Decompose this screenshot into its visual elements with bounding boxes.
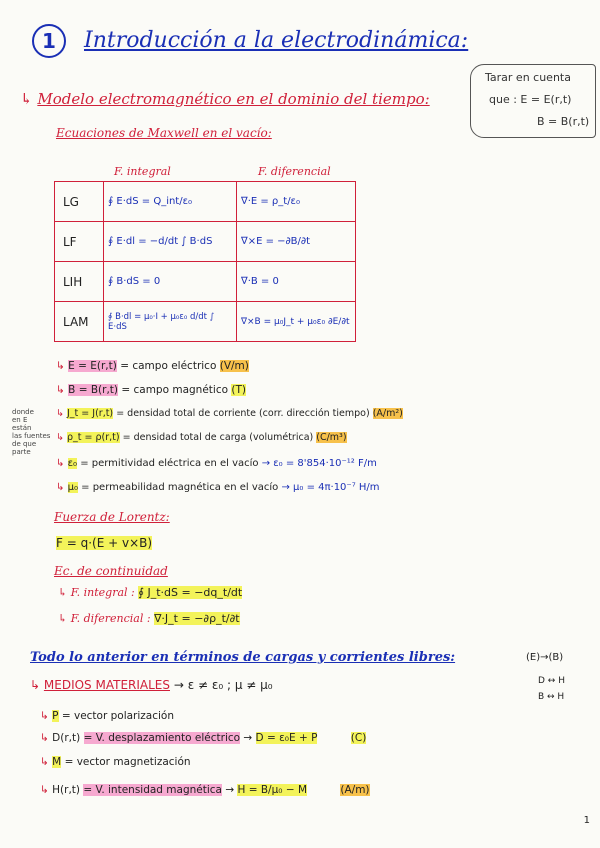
table-row <box>55 302 356 342</box>
law-name: LAM <box>55 302 104 342</box>
continuity-integral <box>58 586 242 599</box>
arrow-icon: ↳ <box>40 784 49 796</box>
definition-symbol: E = E(r,t) <box>68 360 117 372</box>
media-item <box>40 710 174 722</box>
side-note-line: donde <box>12 408 34 416</box>
maxwell-heading: Ecuaciones de Maxwell en el vacío: <box>56 126 272 140</box>
media-symbol: M <box>52 756 62 768</box>
note-box <box>470 64 596 138</box>
media-text: = vector magnetización <box>64 756 191 768</box>
definition-text: = densidad total de carga (volumétrica) <box>122 432 314 443</box>
integral-form: ∮ B·dl = μ₀·I + μ₀ε₀ d/dt ∫ E·dS <box>104 302 237 342</box>
side-note <box>12 408 50 456</box>
integral-form: ∮ E·dS = Q_int/ε₀ <box>104 182 237 222</box>
law-name: LG <box>55 182 104 222</box>
section-number-badge: 1 <box>32 24 66 58</box>
media-text: = V. desplazamiento eléctrico <box>83 732 241 744</box>
media-formula: D = ε₀E + P <box>255 732 318 744</box>
definition-text: = permeabilidad magnética en el vacío <box>81 482 279 493</box>
arrow-icon: ↳ <box>56 408 64 419</box>
table-row <box>55 222 356 262</box>
differential-form: ∇×B = μ₀J_t + μ₀ε₀ ∂E/∂t <box>237 302 356 342</box>
definition-symbol: J_t = J(r,t) <box>67 408 114 419</box>
continuity-heading: Ec. de continuidad <box>54 564 168 578</box>
arrow-icon: ↳ <box>40 710 49 722</box>
side-note-line: las fuentes <box>12 432 51 440</box>
definition-symbol: B = B(r,t) <box>68 384 119 396</box>
media-unit: (A/m) <box>340 784 370 796</box>
maxwell-table <box>54 181 356 342</box>
lorentz-heading: Fuerza de Lorentz: <box>54 510 170 524</box>
definition-item <box>56 432 347 443</box>
definition-unit: (A/m²) <box>372 408 403 419</box>
definition-unit: (V/m) <box>219 360 249 372</box>
integral-form: ∮ E·dl = −d/dt ∫ B·dS <box>104 222 237 262</box>
note-line-2: que : E = E(r,t) <box>489 93 572 106</box>
arrow-icon: ↳ <box>40 756 49 768</box>
differential-form: ∇·E = ρ_t/ε₀ <box>237 182 356 222</box>
side-note-line: parte <box>12 448 31 456</box>
definition-item <box>56 482 380 493</box>
differential-form: ∇×E = −∂B/∂t <box>237 222 356 262</box>
law-name: LIH <box>55 262 104 302</box>
section1-text: Modelo electromagnético en el dominio del tiempo: <box>37 90 430 108</box>
arrow-icon: ↳ <box>30 678 41 692</box>
media-heading <box>30 678 273 692</box>
definition-text: = campo magnético <box>121 384 229 396</box>
note-line-1: Tarar en cuenta <box>485 71 571 84</box>
definition-item <box>56 360 249 372</box>
note-line-3: B = B(r,t) <box>537 115 590 128</box>
continuity-differential <box>58 612 240 625</box>
differential-form: ∇·B = 0 <box>237 262 356 302</box>
section1-heading <box>20 90 430 108</box>
definition-value: → ε₀ = 8'854·10⁻¹² F/m <box>261 458 377 469</box>
law-name: LF <box>55 222 104 262</box>
arrow-icon: ↳ <box>56 432 64 443</box>
media-item: ↳ H(r,t) = V. intensidad magnética → H = B/μ₀ − M (A/m) <box>40 784 370 796</box>
page-number: 1 <box>583 815 590 826</box>
col-differential-header: F. diferencial <box>258 165 331 178</box>
definition-symbol: μ₀ <box>67 482 78 493</box>
definition-text: = permitividad eléctrica en el vacío <box>80 458 259 469</box>
definition-symbol: ρ_t = ρ(r,t) <box>67 432 120 443</box>
media-item: ↳ D(r,t) = V. desplazamiento eléctrico → D = ε₀E + P (C) <box>40 732 367 744</box>
arrow-icon: ↳ <box>56 458 65 469</box>
definition-item <box>56 458 377 469</box>
arrow-icon: ↳ <box>56 482 65 493</box>
section2-heading: Todo lo anterior en términos de cargas y corrientes libres: <box>30 650 456 665</box>
table-row <box>55 262 356 302</box>
section1-prefix: ↳ <box>20 90 33 108</box>
definition-symbol: ε₀ <box>67 458 77 469</box>
continuity-integral-label: ↳ F. integral : <box>58 586 135 599</box>
col-integral-header: F. integral <box>114 165 171 178</box>
media-symbol: P <box>52 710 59 722</box>
media-symbol: H(r,t) <box>52 784 81 796</box>
media-formula: H = B/μ₀ − M <box>237 784 308 796</box>
media-item <box>40 756 191 768</box>
page-title: Introducción a la electrodinámica: <box>84 28 469 53</box>
section2-relation-2: B ↔ H <box>538 692 565 702</box>
media-symbol: D(r,t) <box>52 732 81 744</box>
definition-unit: (C/m³) <box>316 432 347 443</box>
media-text: = vector polarización <box>61 710 175 722</box>
side-note-line: en E <box>12 416 28 424</box>
integral-form: ∮ B·dS = 0 <box>104 262 237 302</box>
arrow-icon: ↳ <box>40 732 49 744</box>
continuity-differential-label: ↳ F. diferencial : <box>58 612 151 625</box>
definition-item <box>56 384 246 396</box>
side-note-line: están <box>12 424 32 432</box>
definition-item <box>56 408 403 419</box>
media-title: MEDIOS MATERIALES <box>43 678 170 692</box>
continuity-differential-formula: ∇·J_t = −∂ρ_t/∂t <box>154 612 240 625</box>
arrow-icon: ↳ <box>56 360 65 372</box>
media-formula: → ε ≠ ε₀ ; μ ≠ μ₀ <box>173 678 273 692</box>
section2-diagram: (E)→(B) <box>526 652 564 663</box>
definition-text: = densidad total de corriente (corr. dirección tiempo) <box>116 408 370 419</box>
media-text: = V. intensidad magnética <box>83 784 222 796</box>
side-note-line: de que <box>12 440 37 448</box>
section2-relation-1: D ↔ H <box>538 676 565 686</box>
continuity-integral-formula: ∮ J_t·dS = −dq_t/dt <box>138 586 243 599</box>
definition-unit: (T) <box>231 384 246 396</box>
media-unit: (C) <box>350 732 367 744</box>
table-row <box>55 182 356 222</box>
definition-text: = campo eléctrico <box>120 360 217 372</box>
arrow-icon: ↳ <box>56 384 65 396</box>
definition-value: → μ₀ = 4π·10⁻⁷ H/m <box>281 482 380 493</box>
lorentz-formula: F = q·(E + v×B) <box>56 536 153 550</box>
